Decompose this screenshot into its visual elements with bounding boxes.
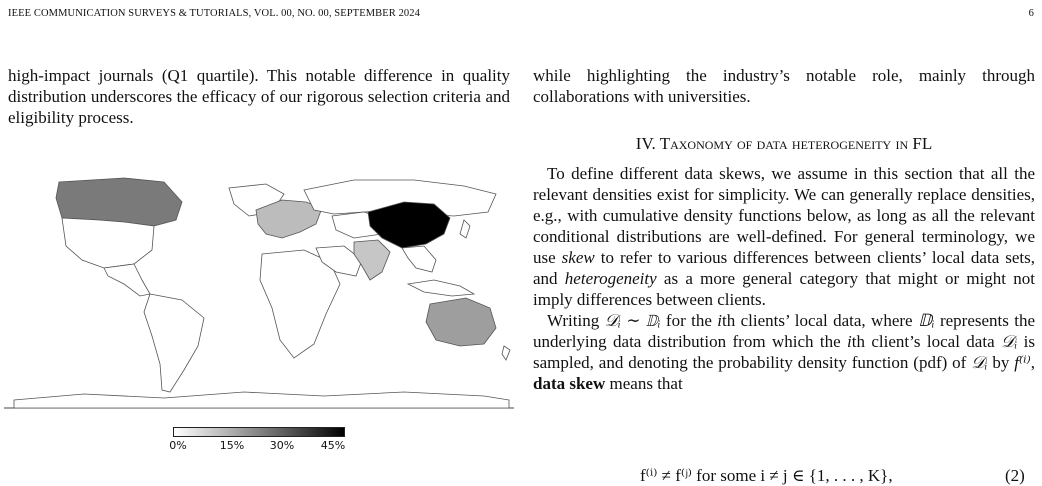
math-inline: i xyxy=(717,311,722,330)
term-data-skew: data skew xyxy=(533,374,606,393)
equation: f⁽ⁱ⁾ ≠ f⁽ʲ⁾ for some i ≠ j ∈ {1, . . . , K}, xyxy=(640,466,893,485)
world-map xyxy=(4,168,514,418)
page-number: 6 xyxy=(1028,8,1034,19)
left-paragraph: high-impact journals (Q1 quartile). This notable difference in quality distribution underscores the efficacy of our rigorous selection criteria and eligibility process. xyxy=(8,66,510,127)
region-south-america xyxy=(144,294,204,392)
region-indonesia xyxy=(408,280,474,296)
colorbar-legend xyxy=(160,425,360,465)
left-column xyxy=(8,65,510,128)
math-inline: f⁽ⁱ⁾ xyxy=(1014,353,1031,372)
region-india xyxy=(354,240,390,280)
math-inline: 𝒟ᵢ xyxy=(971,353,988,372)
right-paragraph-top: while highlighting the industry’s notable role, mainly through collaborations with universities. xyxy=(533,66,1035,106)
region-australia xyxy=(426,298,496,346)
region-new-zealand xyxy=(502,346,510,360)
world-map-figure xyxy=(4,168,514,418)
paragraph-definitions: To define different data skews, we assume in this section that all the relevant densities exist for simplicity. We can generally replace densities, e.g., with cumulative density functions below, as long as all the relevant conditional distributions are well-defined. For general terminology, we use skew to refer to various differences between clients’ local data sets, and heterogeneity as a more general category that might or might not imply differences between clients. xyxy=(533,164,1035,309)
section-title: IV. Taxonomy of data heterogeneity in FL xyxy=(635,134,933,153)
region-usa xyxy=(62,218,154,268)
colorbar-tick: 0% xyxy=(169,439,187,452)
math-inline: i xyxy=(847,332,852,351)
colorbar-tick: 45% xyxy=(320,439,346,452)
running-title: IEEE COMMUNICATION SURVEYS & TUTORIALS, VOL. 00, NO. 00, SEPTEMBER 2024 xyxy=(8,8,420,19)
paragraph-data-skew: Writing 𝒟ᵢ ∼ 𝔻ᵢ for the ith clients’ local data, where 𝔻ᵢ represents the underlying data distribution from which the ith client’s local data 𝒟ᵢ is sampled, and denoting the probability density function (pdf) of 𝒟ᵢ by f⁽ⁱ⁾, data skew means that xyxy=(533,311,1035,393)
colorbar-tick: 15% xyxy=(219,439,245,452)
colorbar-tick: 30% xyxy=(269,439,295,452)
term-heterogeneity: heterogeneity xyxy=(564,269,657,288)
math-inline: 𝒟ᵢ xyxy=(1001,332,1018,351)
colorbar-gradient xyxy=(173,427,345,437)
running-header xyxy=(8,8,1034,19)
right-column xyxy=(533,65,1035,394)
region-se-asia xyxy=(402,246,436,272)
equation-number: (2) xyxy=(1005,466,1025,485)
region-antarctica xyxy=(14,392,509,408)
term-skew: skew xyxy=(561,248,595,267)
region-china xyxy=(368,202,450,248)
math-inline: 𝒟ᵢ ∼ 𝔻ᵢ xyxy=(604,311,661,330)
math-inline: 𝔻ᵢ xyxy=(917,311,935,330)
region-central-america xyxy=(104,264,150,296)
region-japan xyxy=(460,220,470,238)
